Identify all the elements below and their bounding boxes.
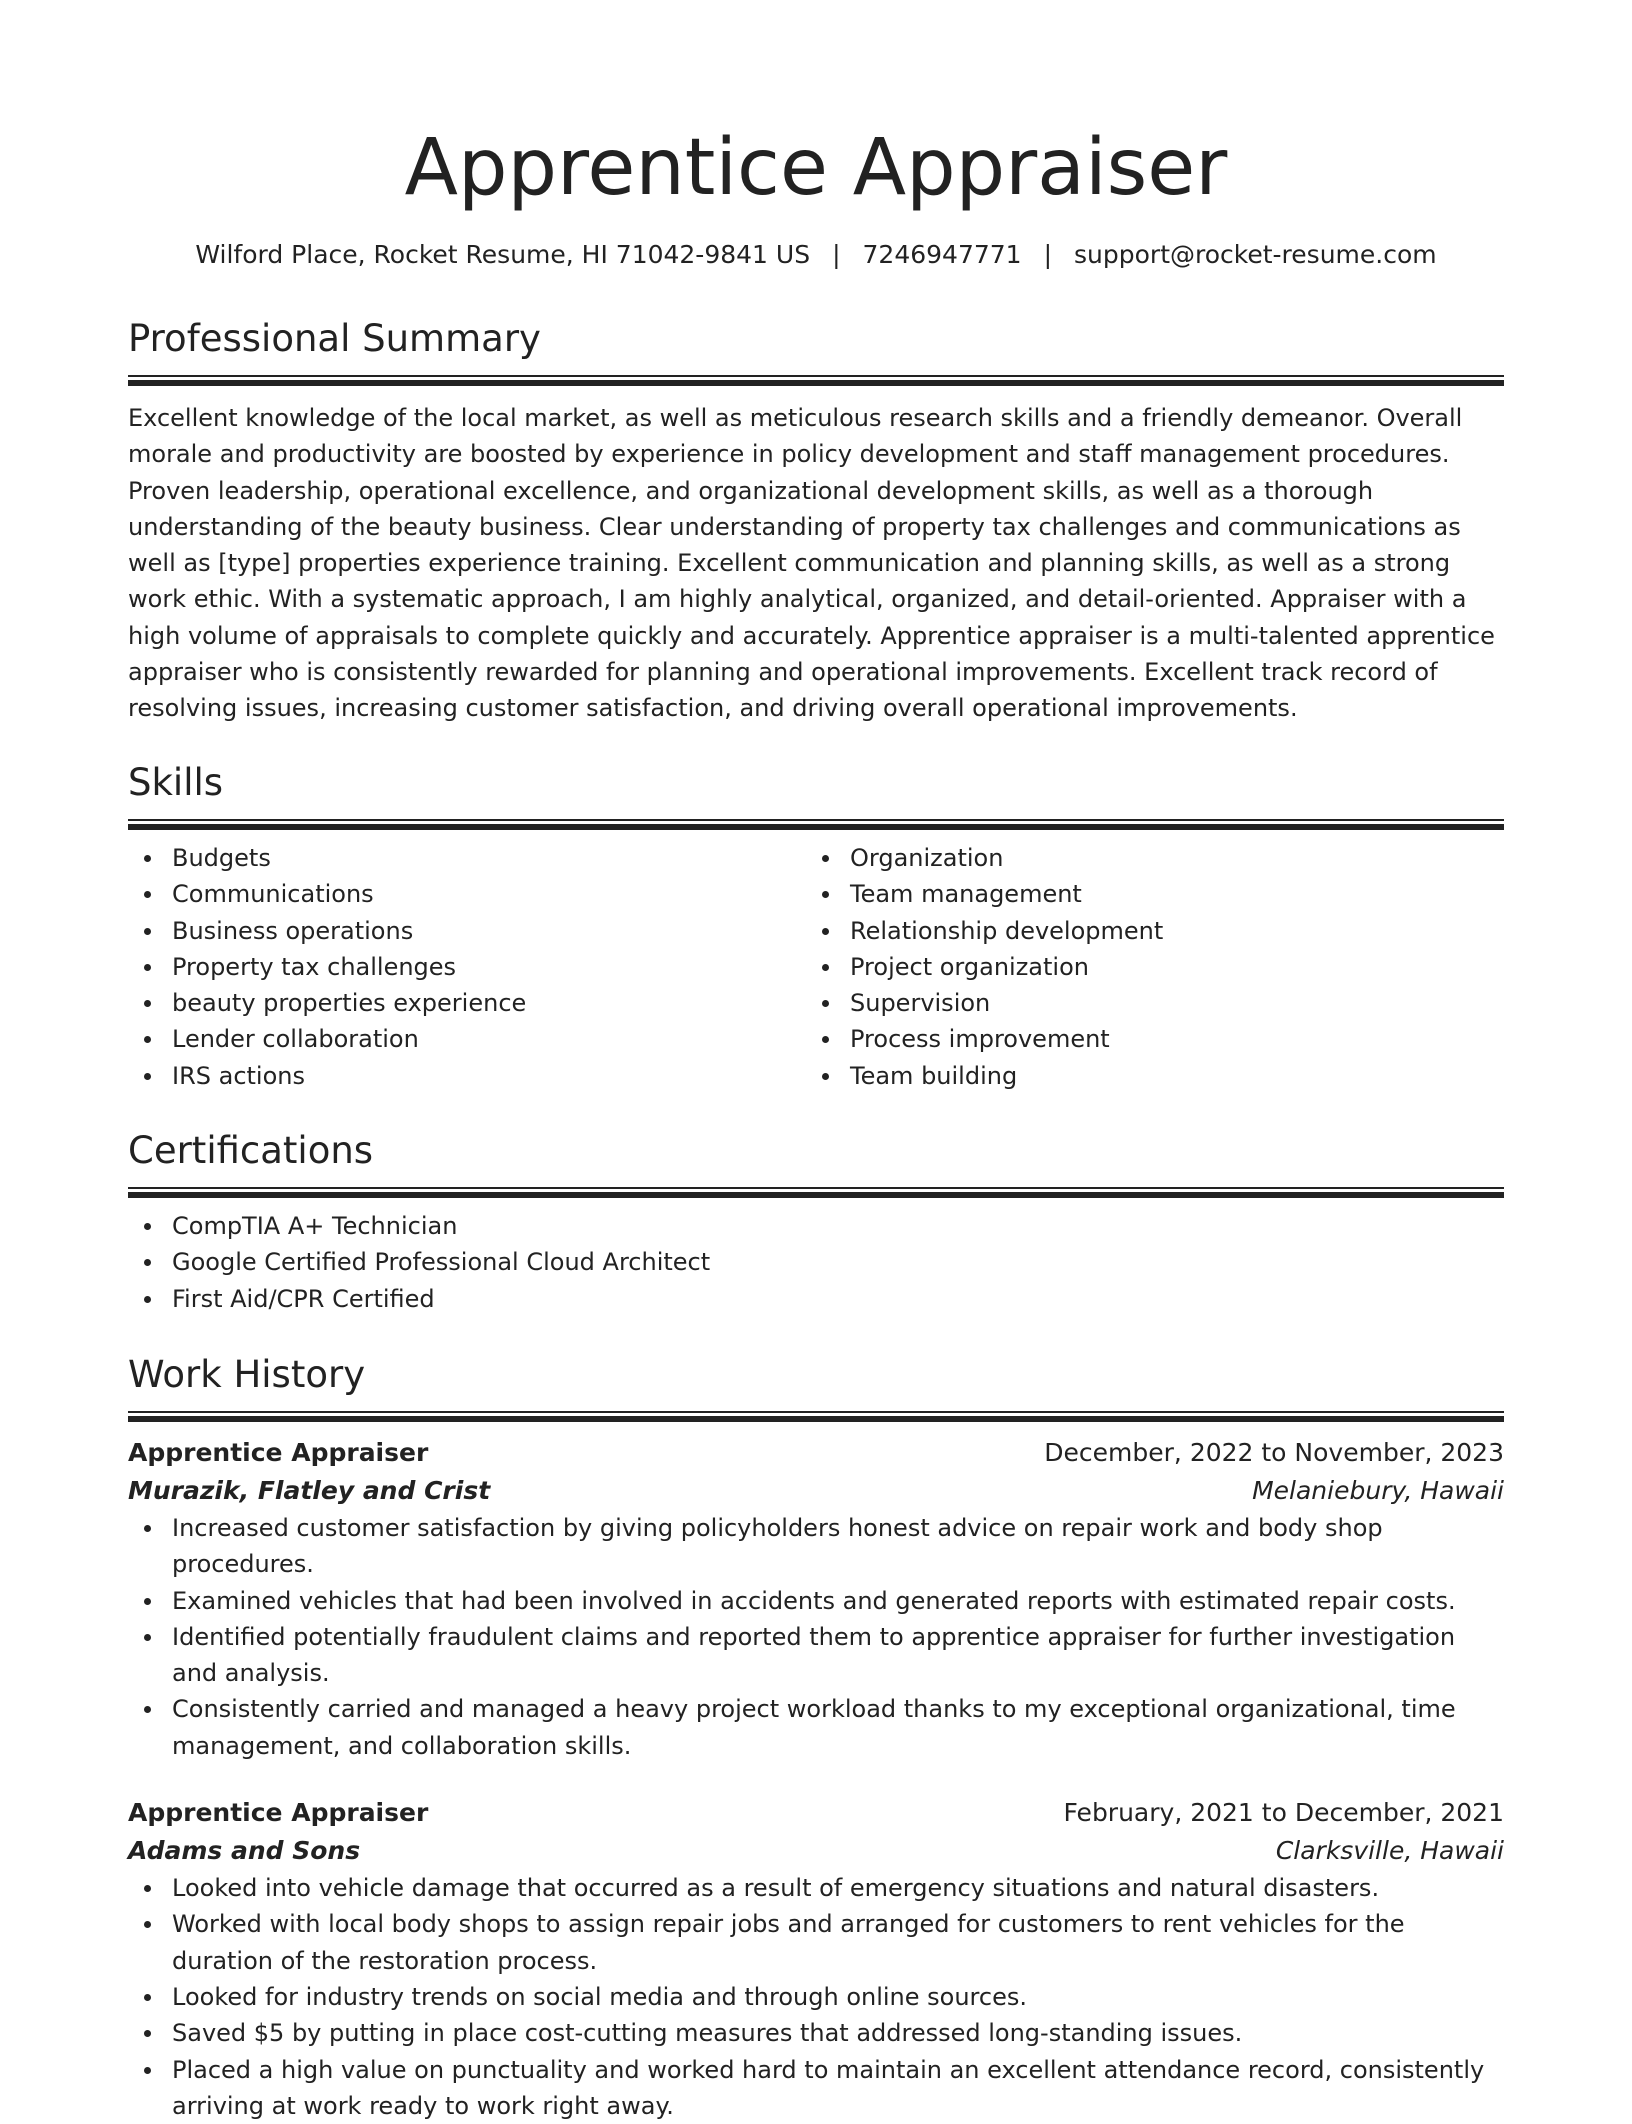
skill-item: Project organization — [806, 949, 1484, 985]
skill-item: Lender collaboration — [128, 1021, 806, 1057]
job-location: Clarksville, Hawaii — [1275, 1836, 1504, 1866]
job-duties-list — [128, 1870, 1504, 2124]
job-duty: Worked with local body shops to assign repair jobs and arranged for customers to rent vehicles for the duration of the restoration process. — [128, 1906, 1504, 1979]
skill-item: Communications — [128, 876, 806, 912]
certification-item: First Aid/CPR Certified — [128, 1281, 1504, 1317]
skill-item: Team management — [806, 876, 1484, 912]
contact-email: support@rocket-resume.com — [1074, 240, 1437, 269]
skill-item: beauty properties experience — [128, 985, 806, 1021]
job-title: Apprentice Appraiser — [128, 1438, 429, 1467]
skills-right-list — [806, 840, 1484, 1094]
job-subheader — [128, 1832, 1504, 1870]
skill-item: Business operations — [128, 913, 806, 949]
job-location: Melaniebury, Hawaii — [1252, 1476, 1504, 1505]
job-company: Adams and Sons — [128, 1836, 361, 1866]
skills-columns — [128, 840, 1504, 1094]
job-duty: Looked for industry trends on social media and through online sources. — [128, 1979, 1504, 2015]
contact-address: Wilford Place, Rocket Resume, HI 71042-9841 US — [195, 240, 811, 269]
certification-item: Google Certified Professional Cloud Architect — [128, 1244, 1504, 1280]
job-company: Murazik, Flatley and Crist — [128, 1476, 491, 1505]
skill-item: Process improvement — [806, 1021, 1484, 1057]
work-history-heading: Work History — [128, 1353, 366, 1396]
certifications-heading: Certifications — [128, 1129, 374, 1172]
certification-item: CompTIA A+ Technician — [128, 1208, 1504, 1244]
job-entry — [128, 1794, 1504, 2124]
contact-line — [128, 238, 1504, 272]
job-duties-list — [128, 1510, 1504, 1764]
contact-phone: 7246947771 — [862, 240, 1022, 269]
job-duty: Looked into vehicle damage that occurred as a result of emergency situations and natural disasters. — [128, 1870, 1504, 1906]
job-title: Apprentice Appraiser — [128, 1798, 429, 1828]
contact-separator: | — [832, 240, 841, 269]
work-history-section — [128, 1350, 1504, 2124]
section-divider — [128, 1411, 1504, 1422]
job-header — [128, 1434, 1504, 1472]
skill-item: Team building — [806, 1058, 1484, 1094]
skill-item: IRS actions — [128, 1058, 806, 1094]
skills-left-list — [128, 840, 806, 1094]
job-duty: Saved $5 by putting in place cost-cutting measures that addressed long-standing issues. — [128, 2015, 1504, 2051]
job-duty: Placed a high value on punctuality and worked hard to maintain an excellent attendance record, consistently arriving at work ready to work right away. — [128, 2052, 1504, 2124]
skills-section — [128, 758, 1504, 1094]
summary-section — [128, 314, 1504, 727]
skill-item: Supervision — [806, 985, 1484, 1021]
contact-separator: | — [1043, 240, 1053, 269]
job-duty: Examined vehicles that had been involved in accidents and generated reports with estimated repair costs. — [128, 1583, 1504, 1619]
candidate-name: Apprentice Appraiser — [404, 123, 1228, 213]
job-duty: Consistently carried and managed a heavy project workload thanks to my exceptional organizational, time management, and collaboration skills. — [128, 1691, 1504, 1764]
skill-item: Relationship development — [806, 913, 1484, 949]
skill-item: Property tax challenges — [128, 949, 806, 985]
skills-heading: Skills — [128, 761, 224, 804]
section-divider — [128, 1187, 1504, 1198]
summary-text: Excellent knowledge of the local market, as well as meticulous research skills and a friendly demeanor. Overall morale and productivity are boosted by experience in policy development and staff management procedures. Proven leadership, operational excellence, and organizational development skills, as well as a thorough understanding of the beauty business. Clear understanding of property tax challenges and communications as well as [type] properties experience training. Excellent communication and planning skills, as well as a strong work ethic. With a systematic approach, I am highly analytical, organized, and detail-oriented. Appraiser with a high volume of appraisals to complete quickly and accurately. Apprentice appraiser is a multi-talented apprentice appraiser who is consistently rewarded for planning and operational improvements. Excellent track record of resolving issues, increasing customer satisfaction, and driving overall operational improvements. — [128, 404, 1495, 723]
job-entry — [128, 1434, 1504, 1764]
section-divider — [128, 375, 1504, 386]
certifications-section — [128, 1126, 1504, 1317]
job-duty: Identified potentially fraudulent claims and reported them to apprentice appraiser for further investigation and analysis. — [128, 1619, 1504, 1692]
job-subheader — [128, 1472, 1504, 1510]
job-dates: February, 2021 to December, 2021 — [1063, 1798, 1504, 1828]
job-duty: Increased customer satisfaction by giving policyholders honest advice on repair work and body shop procedures. — [128, 1510, 1504, 1583]
section-divider — [128, 819, 1504, 830]
summary-heading: Professional Summary — [128, 317, 541, 360]
skill-item: Budgets — [128, 840, 806, 876]
job-header — [128, 1794, 1504, 1832]
job-dates: December, 2022 to November, 2023 — [1044, 1438, 1504, 1467]
certifications-list — [128, 1208, 1504, 1317]
skill-item: Organization — [806, 840, 1484, 876]
